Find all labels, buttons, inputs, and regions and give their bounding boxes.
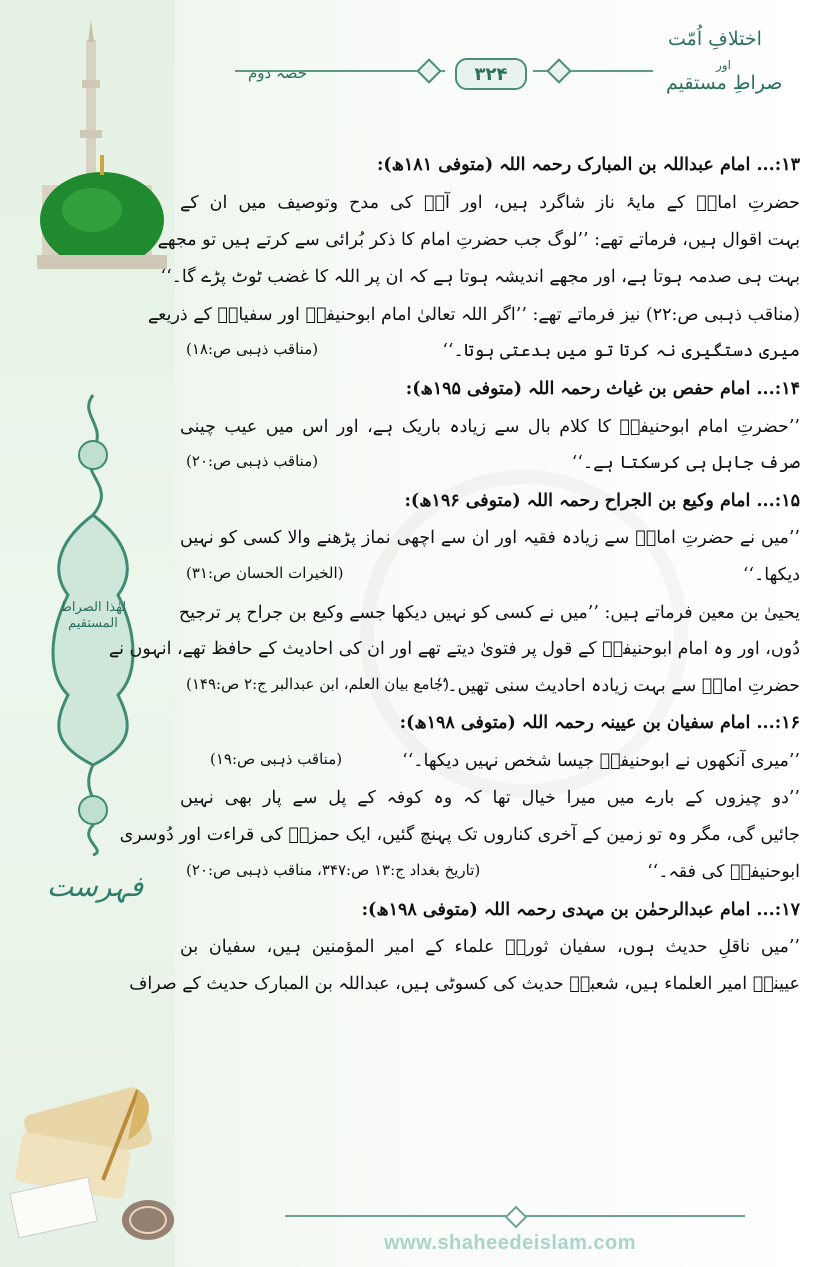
reference: (الخیرات الحسان ص:۳۱): [186, 564, 344, 582]
index-link[interactable]: فہرست: [46, 870, 144, 903]
page-content: [108, 150, 800, 1225]
text-line: ’’میں نے حضرتِ امامؒ سے زیادہ فقیہ اور ان سے اچھی نماز پڑھنے والا کسی کو نہیں: [180, 528, 800, 548]
heading-14: ۱۴:... امام حفص بن غیاث رحمہ اللہ (متوفی ۱۹۵ھ):: [405, 379, 800, 399]
heading-17: ۱۷:... امام عبدالرحمٰن بن مہدی رحمہ اللہ (متوفی ۱۹۸ھ):: [361, 900, 800, 920]
text-line: ’’حضرتِ امام ابوحنیفہؒ کا کلام بال سے زیادہ باریک ہے، اور اس میں عیب چینی: [180, 417, 800, 437]
text-line: بہت ہی صدمہ ہوتا ہے، اور مجھے اندیشہ ہوتا ہے کہ ان پر اللہ کا غضب ٹوٹ پڑے گا۔‘‘: [160, 267, 800, 287]
mosque-dome-image: [12, 20, 177, 275]
text-line: (مناقب ذہبی ص:۲۲) نیز فرماتے تھے: ’’اگر اللہ تعالیٰ امام ابوحنیفہؒ اور سفیانؒ کے ذریعے: [147, 305, 800, 325]
text-line: صرف جاہل ہی کرسکتا ہے۔‘‘: [571, 453, 800, 473]
text-line: ’’میری آنکھوں نے ابوحنیفہؒ جیسا شخص نہیں دیکھا۔‘‘: [402, 751, 800, 771]
text-line: دُوں، اور وہ امام ابوحنیفہؒ کے قول پر فتویٰ دیتے تھے اور ان کی احادیث کے حافظ تھے، انہوں نے: [108, 639, 800, 659]
heading-13: ۱۳:... امام عبداللہ بن المبارک رحمہ اللہ (متوفی ۱۸۱ھ):: [376, 155, 800, 175]
emblem-text: لهٰذا الصراط المستقیم: [59, 600, 127, 631]
text-line: جائیں گی، مگر وہ تو زمین کے آخری کناروں تک پہنچ گئیں، ایک حمزہؒ کی قراءت اور دُوسری: [119, 825, 800, 845]
text-line: یحییٰ بن معین فرماتے ہیں: ’’میں نے کسی کو نہیں دیکھا جسے وکیع بن جراح پر ترجیح: [178, 603, 800, 623]
reference: (جامع بیان العلم، ابن عبدالبر ج:۲ ص:۱۴۹): [186, 675, 450, 693]
book-title-bottom: صراطِ مستقیم: [666, 72, 783, 94]
text-line: ’’میں ناقلِ حدیث ہوں، سفیان ثوریؒ علماء کے امیر المؤمنین ہیں، سفیان بن: [180, 937, 800, 957]
page-number: [455, 58, 527, 90]
text-line: بہت اقوال ہیں، فرماتے تھے: ’’لوگ جب حضرتِ امام کا ذکر بُرائی سے کرتے ہیں تو مجھے: [157, 230, 800, 250]
heading-15: ۱۵:... امام وکیع بن الجراح رحمہ اللہ (متوفی ۱۹۶ھ):: [404, 491, 800, 511]
section-label: حصہ دوم: [248, 64, 308, 82]
website-url[interactable]: www.shaheedeislam.com: [383, 1232, 637, 1254]
reference: (مناقب ذہبی ص:۱۹): [210, 750, 343, 768]
header-ornament: [546, 58, 571, 83]
reference: (تاریخ بغداد ج:۱۳ ص:۳۴۷، مناقب ذہبی ص:۲۰): [186, 861, 481, 879]
text-line: حضرتِ امامؒ کے مایۂ ناز شاگرد ہیں، اور آپؒ کی مدح وتوصیف میں ان کے: [180, 193, 800, 213]
text-line: حضرتِ امامؒ سے بہت زیادہ احادیث سنی تھیں۔‘‘: [436, 676, 800, 696]
text-line: دیکھا۔‘‘: [742, 565, 800, 585]
heading-16: ۱۶:... امام سفیان بن عیینہ رحمہ اللہ (متوفی ۱۹۸ھ):: [399, 713, 800, 733]
text-line: ابوحنیفہؒ کی فقہ۔‘‘: [647, 862, 800, 882]
header-ornament: [416, 58, 441, 83]
text-line: عیینہؒ امیر العلماء ہیں، شعبہؒ حدیث کی کسوٹی ہیں، عبداللہ بن المبارک حدیث کے صراف: [129, 974, 800, 994]
reference: (مناقب ذہبی ص:۲۰): [186, 452, 319, 470]
scroll-quill-image: [8, 1080, 178, 1250]
book-title-and: اور: [716, 58, 731, 72]
text-line: میری دستگیری نہ کرتا تو میں بدعتی ہوتا۔‘‘: [442, 341, 800, 361]
book-title-top: اختلافِ اُمّت: [668, 28, 762, 50]
page-number-text: ۳۲۴: [474, 63, 508, 85]
reference: (مناقب ذہبی ص:۱۸): [186, 340, 319, 358]
text-line: ’’دو چیزوں کے بارے میں میرا خیال تھا کہ وہ کوفہ کے پل سے پار بھی نہیں: [180, 788, 800, 808]
